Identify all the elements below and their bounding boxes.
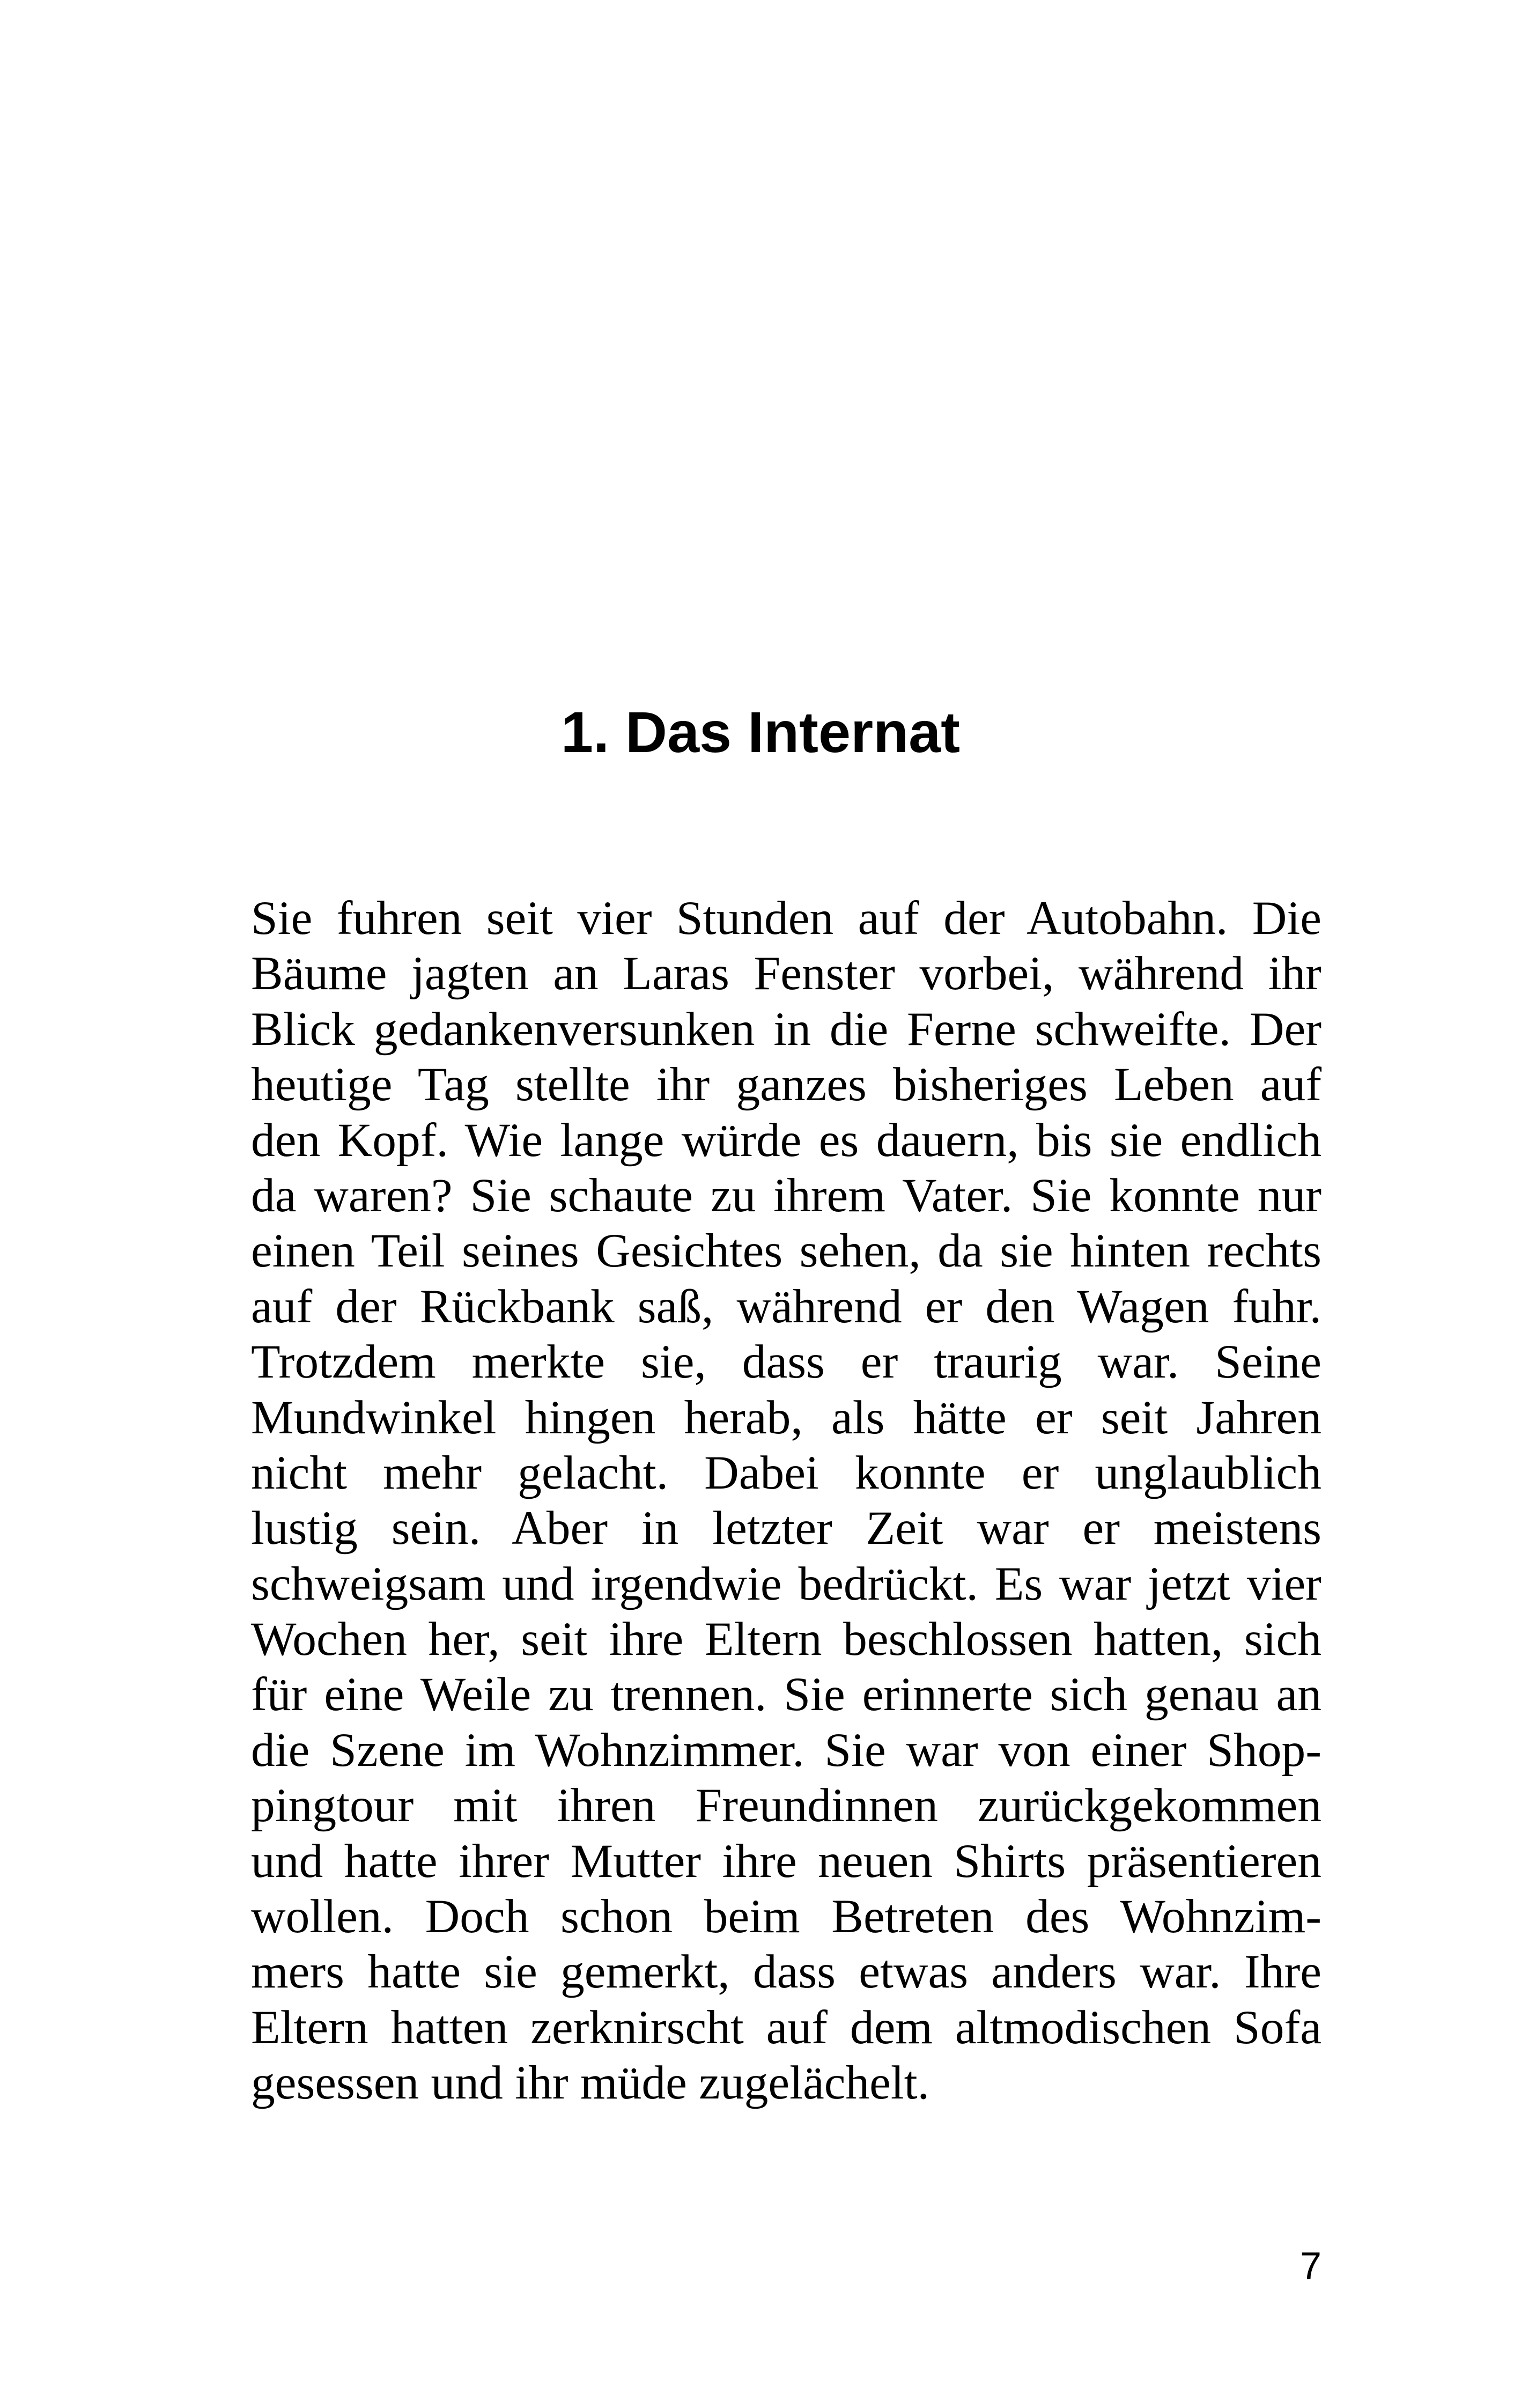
text-line: mers hatte sie gemerkt, dass etwas anders war. Ihre	[251, 1945, 1321, 1999]
text-line: Mundwinkel hingen herab, als hätte er seit Jahren	[251, 1390, 1321, 1444]
text-line: Sie fuhren seit vier Stunden auf der Autobahn. Die	[251, 892, 1321, 945]
text-line: Blick gedankenversunken in die Ferne schweifte. Der	[251, 1002, 1321, 1056]
chapter-body-text	[251, 890, 1321, 2111]
text-line: Eltern hatten zerknirscht auf dem altmodischen Sofa	[251, 2000, 1321, 2054]
text-line: schweigsam und irgendwie bedrückt. Es war jetzt vier	[251, 1557, 1321, 1610]
text-line: heutige Tag stellte ihr ganzes bisheriges Leben auf	[251, 1058, 1321, 1111]
text-line-last: gesessen und ihr müde zugelächelt.	[251, 2056, 930, 2110]
text-line: die Szene im Wohnzimmer. Sie war von einer Shop-	[251, 1723, 1321, 1777]
chapter-title: 1. Das Internat	[560, 699, 961, 764]
text-line: da waren? Sie schaute zu ihrem Vater. Sie konnte nur	[251, 1168, 1321, 1222]
text-line: nicht mehr gelacht. Dabei konnte er unglaublich	[251, 1446, 1321, 1499]
text-line: wollen. Doch schon beim Betreten des Wohnzim-	[251, 1890, 1321, 1943]
text-line: Wochen her, seit ihre Eltern beschlossen hatten, sich	[251, 1612, 1321, 1666]
text-line: auf der Rückbank saß, während er den Wagen fuhr.	[251, 1279, 1321, 1333]
text-line: und hatte ihrer Mutter ihre neuen Shirts präsentieren	[251, 1834, 1321, 1888]
text-line: Bäume jagten an Laras Fenster vorbei, während ihr	[251, 947, 1321, 1000]
text-line: lustig sein. Aber in letzter Zeit war er meistens	[251, 1501, 1321, 1555]
text-line: für eine Weile zu trennen. Sie erinnerte sich genau an	[251, 1668, 1321, 1721]
text-line: einen Teil seines Gesichtes sehen, da sie hinten rechts	[251, 1224, 1321, 1278]
text-line: Trotzdem merkte sie, dass er traurig war. Seine	[251, 1335, 1321, 1389]
text-line: den Kopf. Wie lange würde es dauern, bis sie endlich	[251, 1113, 1321, 1167]
text-line: pingtour mit ihren Freundinnen zurückgekommen	[251, 1779, 1321, 1832]
page-number: 7	[1300, 2245, 1321, 2288]
